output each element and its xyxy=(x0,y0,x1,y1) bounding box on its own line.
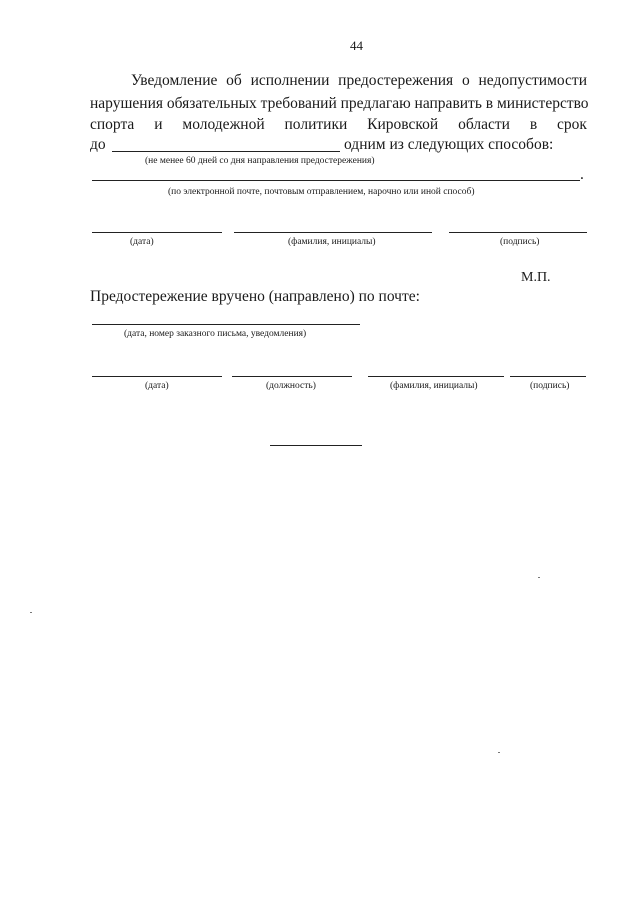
signature-caption: (подпись) xyxy=(500,237,540,247)
notice-word: спорта xyxy=(90,116,135,133)
date-caption: (дата) xyxy=(145,381,169,391)
delivery-info-line xyxy=(92,324,360,325)
position-line xyxy=(232,376,352,377)
date-line xyxy=(92,376,222,377)
page-number: 44 xyxy=(350,38,363,53)
scan-speck xyxy=(538,577,540,578)
delivery-info-caption: (дата, номер заказного письма, уведомления) xyxy=(124,329,307,339)
notice-word: и xyxy=(154,116,163,133)
notice-word: Кировской xyxy=(367,116,439,133)
scan-speck xyxy=(30,612,32,613)
notice-line-2: нарушения обязательных требований предлагаю направить в министерство xyxy=(90,95,589,112)
signature-line xyxy=(510,376,586,377)
notice-line-4-prefix: до xyxy=(90,136,106,153)
delivery-method-caption: (по электронной почте, почтовым отправлением, нарочно или иной способ) xyxy=(168,187,475,197)
notice-word: области xyxy=(458,116,510,133)
name-line xyxy=(234,232,432,233)
notice-word: политики xyxy=(284,116,348,133)
name-line xyxy=(368,376,504,377)
notice-line-3 xyxy=(90,116,587,134)
stamp-place: М.П. xyxy=(521,270,551,285)
date-caption: (дата) xyxy=(130,237,154,247)
name-caption: (фамилия, инициалы) xyxy=(390,381,478,391)
closing-rule xyxy=(270,445,362,446)
position-caption: (должность) xyxy=(266,381,316,391)
delivery-method-line xyxy=(92,180,580,181)
signature-line xyxy=(449,232,587,233)
deadline-caption: (не менее 60 дней со дня направления предостережения) xyxy=(145,156,375,166)
delivery-method-period: . xyxy=(580,166,584,183)
notice-word: в xyxy=(529,116,538,133)
delivery-title: Предостережение вручено (направлено) по почте: xyxy=(90,288,420,305)
notice-line-1: Уведомление об исполнении предостережения о недопустимости xyxy=(131,72,587,89)
scan-speck xyxy=(498,752,500,753)
name-caption: (фамилия, инициалы) xyxy=(288,237,376,247)
notice-word: срок xyxy=(557,116,587,133)
signature-caption: (подпись) xyxy=(530,381,570,391)
date-line xyxy=(92,232,222,233)
notice-word: молодежной xyxy=(182,116,265,133)
deadline-blank-line xyxy=(112,151,340,152)
notice-line-4-suffix: одним из следующих способов: xyxy=(344,136,554,153)
